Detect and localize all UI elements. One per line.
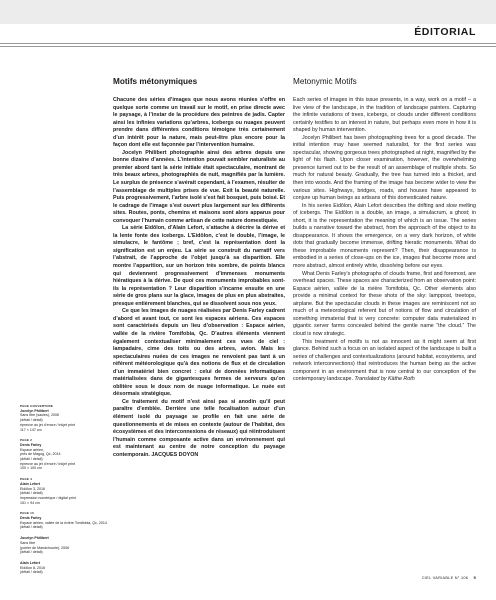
credit-page-label: PAGE 10 [20,511,34,516]
french-column [113,97,285,459]
credit-line: 151 × 94 cm [20,500,40,505]
credit-line: (détail / detail) [20,525,43,530]
credit-line: impression numérique / digital print [20,495,76,500]
french-paragraph: Chacune des séries d’images que nous avons réunies s’offre en quelque sorte comme un travail sur le motif, en prise directe avec le paysage, à l’instar de la procédure des peintres de jadis. Capter ainsi les infinies variations qu’arbres, icebergs ou nuages peuvent prendre dans différentes conditions témoigne très certainement d’un intérêt pour la nature, mais peut-être plus encore pour la façon dont elle est façonnée par l’intervention humaine. [113,97,285,149]
credit-page-label: PAGE COUVERTURE [20,404,54,408]
credit-artist: Alain Lefort [20,481,40,486]
credit-artist: Jocelyn Philibert [20,408,49,413]
english-paragraph: What Denis Farley’s photographs of clouds frame, first and foremost, are overhead spaces. These spaces are characterized from an observation point: Espace aérien, vallée de la rivière Tomifobia, Qc. Other elements also provide a minimal context for these shots of the sky: lamppost, treetops, airplane. But the spectacular clouds in these images are reminiscent not so much of a meteorological referent but of notions of flow and circulation of something immaterial that is very concrete: computer data materialized in gigantic server farms concealed behind the gentle name “the cloud.” The cloud is now strategic. [293,270,476,337]
credit-line: Sans titre [20,540,36,545]
image-credits [20,404,108,581]
french-paragraph: La série Eidōlon, d’Alain Lefort, s’attache à décrire la dérive et la lente fonte des icebergs. L’Eidōlon, c’est le double, l’image, le simulacre, le fantôme ; bref, c’est la représentation dont la signification est un enjeu. La série se construit du narratif vers l’abstrait, de l’approche de l’objet jusqu’à sa disparition. Elle montre l’apparition, sur un horizon très sombre, de points blancs qui deviennent progressivement d’immenses monuments hiératiques à la dérive. De quoi ces monuments improbables sont-ils la représentation ? Leur disparition s’incarne ensuite en une série de gros plans sur la glace, images de plus en plus abstraites, presque entièrement blanches, qui se dissolvent sous nos yeux. [113,225,285,307]
credit-line: 117 × 147 cm [20,427,42,432]
credit-line: (détail / detail) [20,491,43,496]
english-paragraph [293,339,476,384]
credit-artist: Denis Farley [20,516,42,521]
english-column [293,97,476,384]
french-paragraph [113,399,285,459]
french-paragraph: Jocelyn Philibert photographie ainsi des arbres depuis une bonne dizaine d’années. L’intention pouvait sembler naturaliste au premier abord tant la série initiale était spectaculaire, montrant de très beaux arbres, photographiés de nuit, magnifiés par la lumière. Le surplus de présence s’avérait cependant, à l’examen, résulter de l’assemblage de multiples prises de vue. Exit la beauté naturelle. Puis progressivement, l’arbre isolé s’est fait bosquet, puis boisé. Et le cadrage de l’image s’est ouvert plus largement sur les différents sites. Routes, ponts, chemins et maisons sont alors apparus pour convoquer l’humain comme artisan de cette nature domestiquée. [113,149,285,224]
credit-page-label: PAGE 4 [20,477,32,482]
credit-entry [20,477,108,505]
credit-line: (détail / detail) [20,457,43,462]
credit-line: (détail / detail) [20,570,43,575]
header-rule-top [0,43,496,44]
credit-line: Espace aérien, vallée de la rivière Tomifobia, Qc, 2014 [20,520,107,525]
english-title: Metonymic Motifs [293,77,357,86]
credit-line: Espace aérien, [20,447,44,452]
credit-entry [20,404,108,432]
credit-artist: Alain Lefort [20,560,40,565]
english-paragraph: Each series of images in this issue presents, in a way, work on a motif – a live view of the landscape, in the tradition of landscape painters. Capturing the infinite variations of trees, icebergs, or clouds under different conditions certainly testifies to an interest in nature, but perhaps even more in how it is shaped by human intervention. [293,97,476,134]
credit-line: épreuve au jet d’encre / inkjet print [20,461,75,466]
credit-page-label: PAGE 2 [20,438,32,443]
page-number: 5 [473,576,476,580]
author-signature: JACQUES DOYON [151,451,199,458]
credit-line: Sans titre (saules), 2006 [20,413,59,418]
credit-line: (poirier de Mandchourie), 2006 [20,545,70,550]
credit-line: Eidōlon 8, 2016 [20,565,45,570]
credit-line: (détail / detail) [20,418,43,423]
credit-entry [20,536,108,555]
credit-entry [20,511,108,530]
page-footer [422,576,476,580]
french-title: Motifs métonymiques [113,77,198,86]
english-paragraph-text: This treatment of motifs is not as innocent as it might seem at first glance. Behind such a focus on an isolated aspect of the landscape is built a series of challenges and contextualizations (around habitat, ecosystems, and network interconnections) that reintroduces the human being as the active component in an environment that is now central to our conception of the contemporary landscape. [293,338,476,383]
top-margin-band [0,0,496,24]
journal-issue: CIEL VARIABLE N° 106 [421,576,469,580]
header-rule-bottom [0,46,496,47]
credit-line: 100 × 100 cm [20,466,42,471]
french-paragraph-text: Ce traitement du motif n’est ainsi pas si anodin qu’il peut paraître d’emblée. Derrière une telle focalisation autour d’un élément isolé du paysage se profile en fait une série de questionnements et de mises en contexte (autour de l’habitat, des écosystèmes et des interconnexions de réseaux) qui réintroduisent l’humain comme composante active dans un environnement qui est maintenant au centre de notre conception du paysage contemporain. [113,398,285,458]
credit-line: près de Magog, Qc, 2014 [20,452,61,457]
credit-line: Eidōlon 3, 2016 [20,486,45,491]
credit-entry [20,561,108,575]
credit-line: épreuve au jet d’encre / inkjet print [20,422,75,427]
english-paragraph: In his series Eidōlon, Alain Lefort describes the drifting and slow melting of icebergs. The Eidōlon is a double, an image, a simulacrum, a ghost; in short, it is the representation the meaning of which is an issue. The series builds a narrative toward the abstract, from the approach of the object to its disappearance. It shows the emergence, on a very dark horizon, of white dots that gradually become immense, drifting hieratic monuments. What do these improbable monuments represent? Then, their disappearance is embodied in a series of close-ups on the ice, images that become more and more abstract, almost entirely white, dissolving before our eyes. [293,202,476,270]
credit-line: (détail / detail) [20,550,43,555]
english-paragraph: Jocelyn Philibert has been photographing trees for a good decade. The initial intention may have seemed naturalist, for the first series was spectacular, showing gorgeous trees photographed at night, magnified by the light of his flash. Upon closer examination, however, the overwhelming presence turned out to be the result of an assemblage of multiple shots. So much for natural beauty. Gradually, the tree has turned into a thicket, and then into woods. And the framing of the image has become wider to view the various sites. Highways, bridges, roads, and houses have appeared to conjure up human beings as artisans of this domesticated nature. [293,134,476,202]
credit-artist: Denis Farley [20,442,42,447]
french-paragraph: Ce que les images de nuages réalisées par Denis Farley cadrent d’abord et avant tout, ce sont les espaces aériens. Ces espaces sont caractérisés depuis un lieu d’observation : Espace aérien, vallée de la rivière Tomifobia, Qc. D’autres éléments viennent également contextualiser minimalement ces vues de ciel : lampadaire, cime des toits ou des arbres, avion. Mais les spectaculaires nuées de ces images ne renvoient pas tant à un référent météorologique qu’à des notions de flux et de circulation d’un immatériel bien concret : celui de données informatiques matérialisées dans de gigantesques fermes de serveurs qu’on oblitère sous le doux nom de nuage informatique. Le nuée est désormais stratégique. [113,308,285,398]
translator-credit: Translated by Käthe Roth [354,376,415,383]
section-heading: ÉDITORIAL [414,26,476,38]
credit-entry [20,438,108,471]
credit-artist: Jocelyn Philibert [20,536,49,541]
